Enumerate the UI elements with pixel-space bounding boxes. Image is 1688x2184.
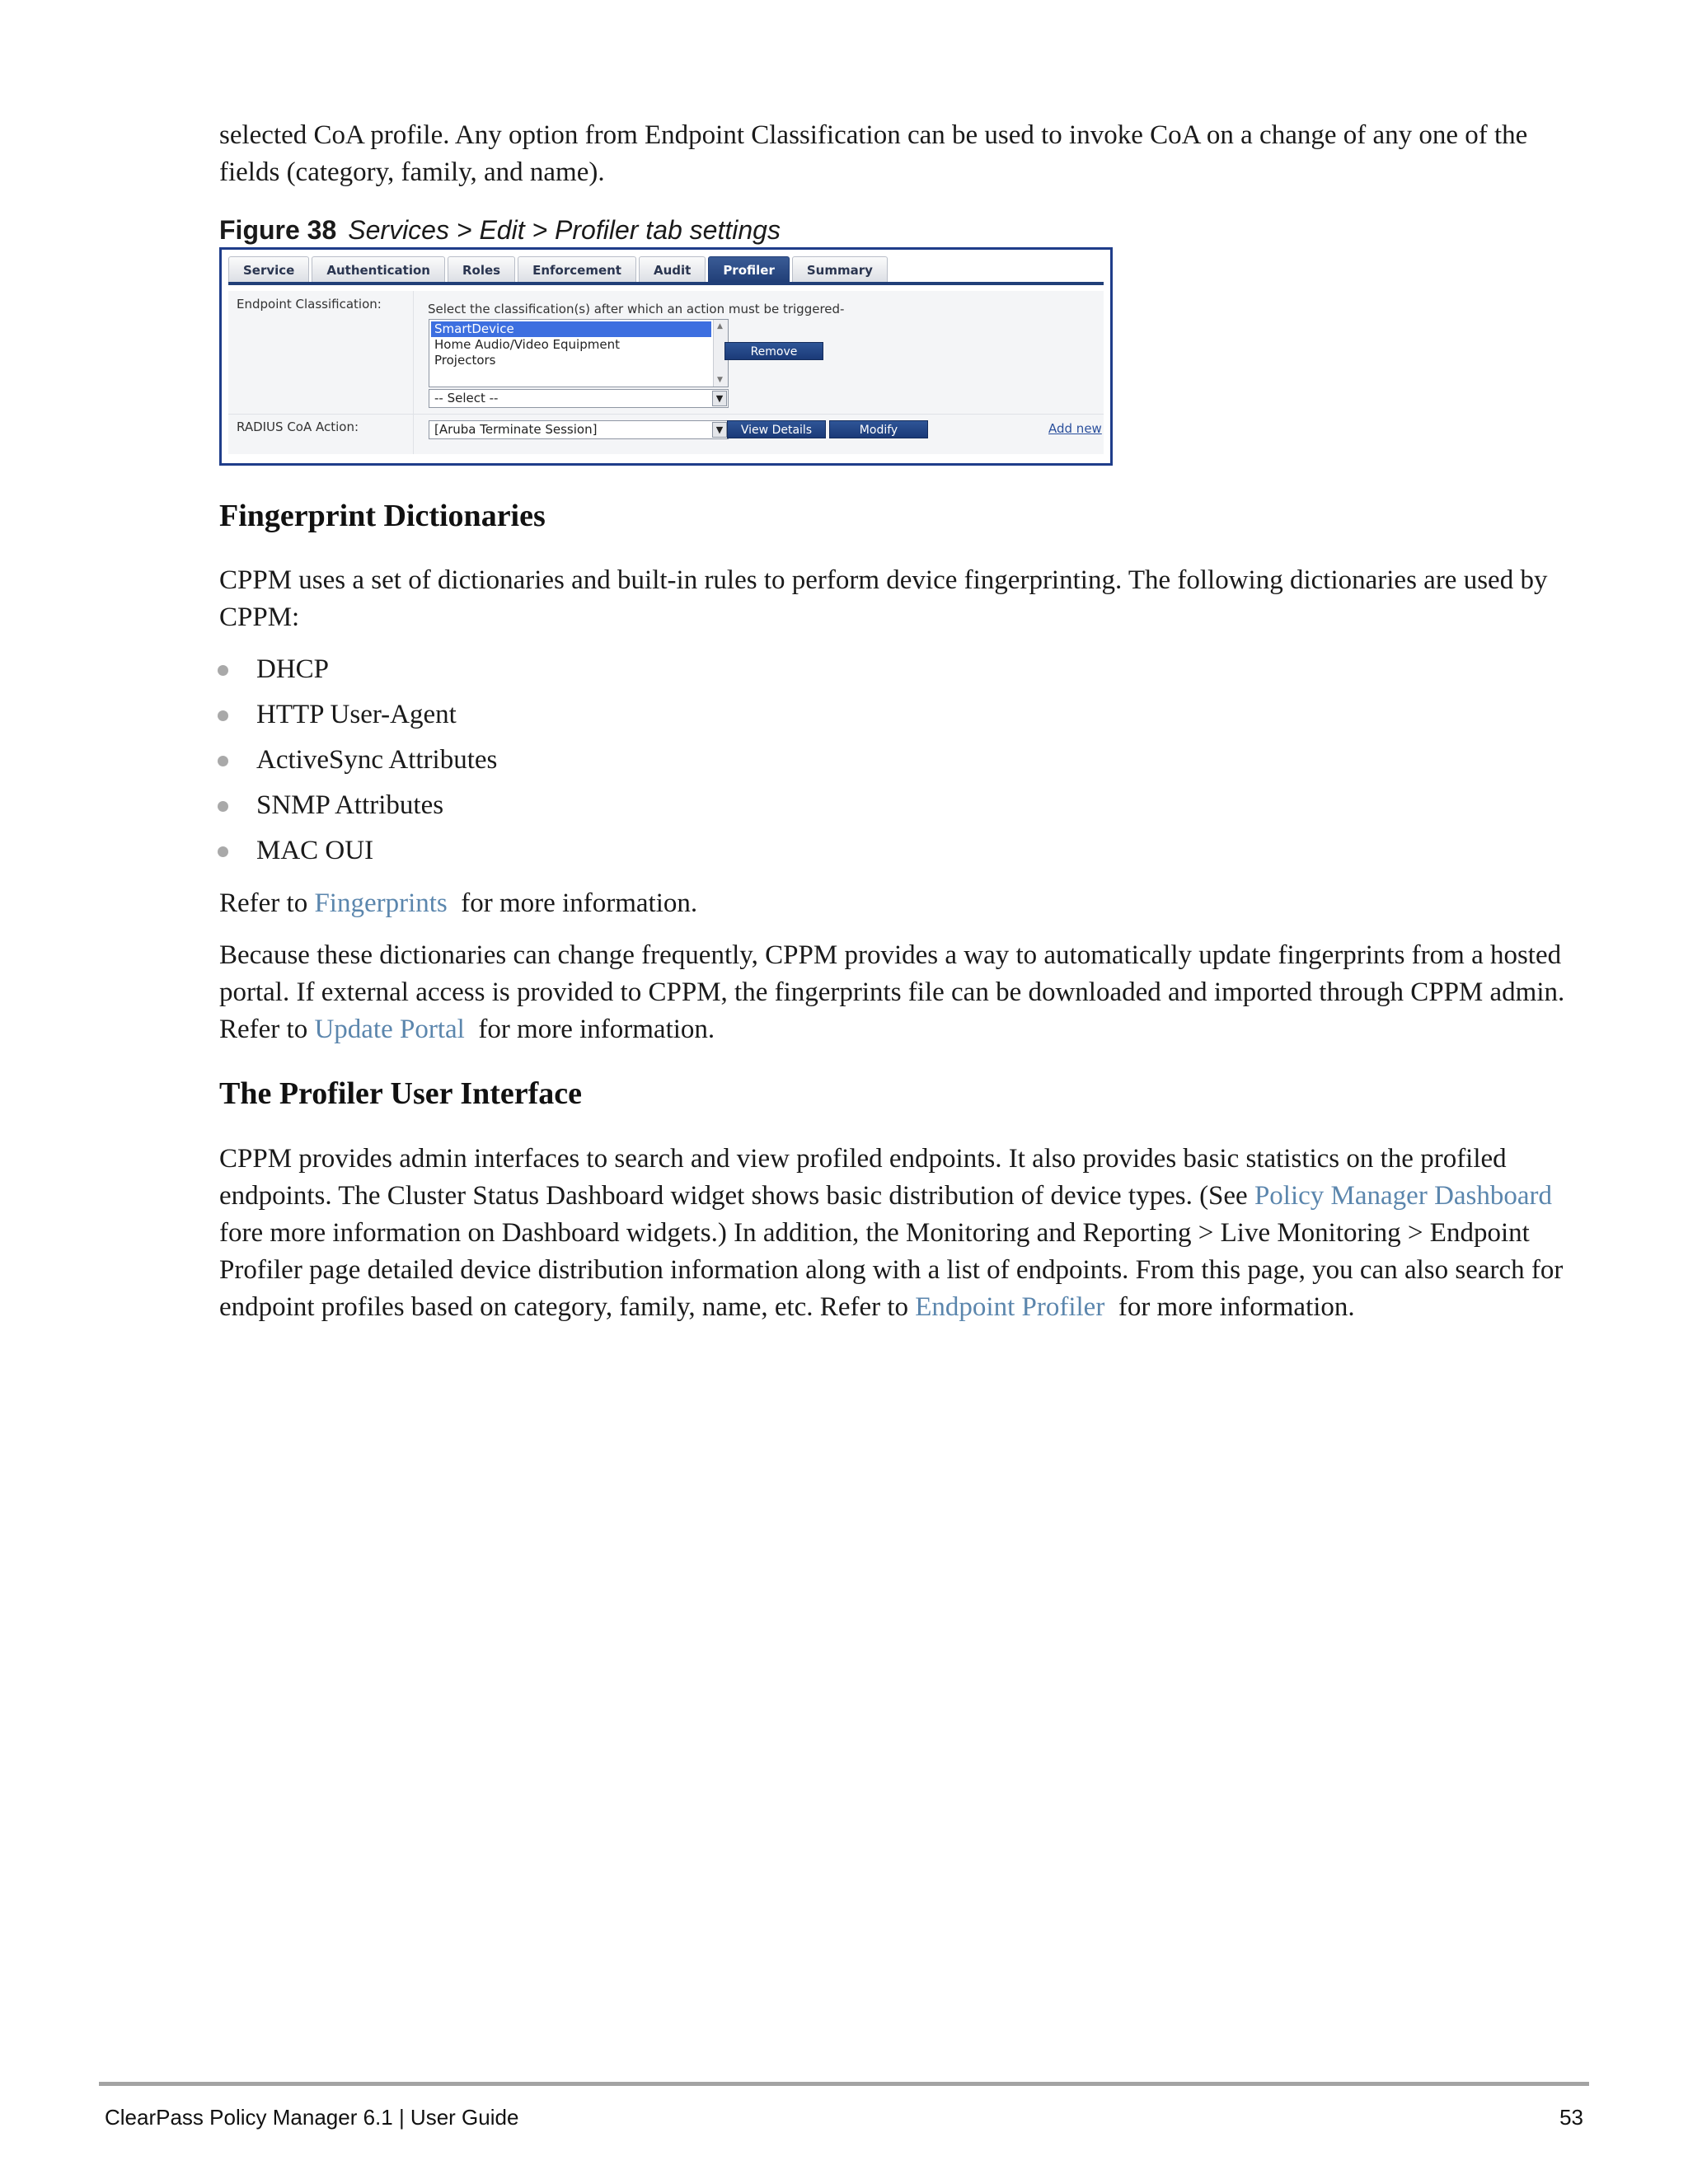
- list-item: ActiveSync Attributes: [218, 738, 1578, 783]
- dictionary-list: [218, 647, 1578, 874]
- update-portal-section: [219, 937, 1579, 1062]
- classification-listbox[interactable]: [429, 319, 729, 387]
- dropdown-arrow-icon[interactable]: ▼: [712, 422, 727, 438]
- fingerprint-body: [219, 562, 1579, 650]
- radius-coa-action-select[interactable]: [429, 420, 729, 439]
- tab-profiler[interactable]: Profiler: [708, 256, 790, 282]
- radius-coa-action-label: RADIUS CoA Action:: [237, 419, 359, 434]
- dropdown-arrow-icon[interactable]: ▼: [712, 391, 727, 406]
- tab-roles[interactable]: Roles: [448, 256, 515, 282]
- figure-title: Services > Edit > Profiler tab settings: [348, 215, 781, 245]
- intro-paragraph: selected CoA profile. Any option from Endpoint Classification can be used to invoke CoA on a change of any one of the fields (category, family, and name).: [219, 120, 1528, 187]
- classification-hint: Select the classification(s) after which an action must be triggered-: [428, 302, 845, 316]
- intro-section: [219, 117, 1579, 205]
- update-portal-paragraph: Because these dictionaries can change frequently, CPPM provides a way to automatically update fingerprints from a hosted portal. If external access is provided to CPPM, the fingerprints file can be downloaded and imported through CPPM admin. Refer to Update Portal for more information.: [219, 940, 1565, 1044]
- list-item: MAC OUI: [218, 828, 1578, 874]
- bullet-icon: [218, 665, 228, 676]
- view-details-button[interactable]: View Details: [727, 420, 826, 438]
- tab-bar: [228, 256, 1104, 285]
- tab-authentication[interactable]: Authentication: [312, 256, 445, 282]
- profiler-ui-section: [219, 1074, 1579, 1113]
- fingerprints-link[interactable]: Fingerprints: [314, 888, 448, 918]
- column-divider: [413, 291, 414, 454]
- bullet-icon: [218, 756, 228, 766]
- footer-rule: [99, 2082, 1589, 2086]
- profiler-ui-heading: The Profiler User Interface: [219, 1076, 583, 1111]
- figure-number: Figure 38: [219, 215, 337, 245]
- classification-select-value: -- Select --: [434, 391, 499, 405]
- figure-caption: [219, 211, 1579, 251]
- bullet-icon: [218, 710, 228, 721]
- tab-audit[interactable]: Audit: [639, 256, 706, 282]
- endpoint-classification-label: Endpoint Classification:: [237, 297, 382, 312]
- profiler-ui-body: [219, 1141, 1579, 1340]
- list-item: HTTP User-Agent: [218, 692, 1578, 738]
- modify-button[interactable]: Modify: [829, 420, 928, 438]
- fingerprint-heading: Fingerprint Dictionaries: [219, 499, 546, 533]
- tab-enforcement[interactable]: Enforcement: [518, 256, 636, 282]
- page-number: 53: [1559, 2105, 1583, 2130]
- refer-fingerprints: [219, 885, 1579, 936]
- list-item-projectors[interactable]: Projectors: [434, 353, 496, 368]
- radius-coa-action-value: [Aruba Terminate Session]: [434, 422, 598, 437]
- profiler-ui-paragraph: CPPM provides admin interfaces to search and view profiled endpoints. It also provides basic statistics on the profiled endpoints. The Cluster Status Dashboard widget shows basic distribution of device types. (See Policy Manager Dashboard fore more information on Dashboard widgets.) In addition, the Monitoring and Reporting > Live Monitoring > Endpoint Profiler page detailed device distribution information along with a list of endpoints. From this page, you can also search for endpoint profiles based on category, family, name, etc. Refer to Endpoint Profiler for more information.: [219, 1144, 1570, 1322]
- policy-manager-dashboard-link[interactable]: Policy Manager Dashboard: [1254, 1181, 1553, 1211]
- tab-service[interactable]: Service: [228, 256, 309, 282]
- classification-select[interactable]: [429, 389, 729, 408]
- fingerprint-paragraph: CPPM uses a set of dictionaries and built-in rules to perform device fingerprinting. The following dictionaries are used by CPPM:: [219, 565, 1548, 632]
- scroll-up-icon[interactable]: ▲: [717, 322, 723, 330]
- remove-button[interactable]: Remove: [724, 342, 823, 360]
- refer-fingerprints-paragraph: Refer to Fingerprints for more information.: [219, 888, 698, 918]
- update-portal-link[interactable]: Update Portal: [314, 1015, 465, 1044]
- endpoint-profiler-link[interactable]: Endpoint Profiler: [915, 1292, 1105, 1322]
- list-item-smartdevice[interactable]: SmartDevice: [431, 321, 711, 337]
- bullet-icon: [218, 801, 228, 812]
- list-item: DHCP: [218, 647, 1578, 692]
- profiler-settings-screenshot: [219, 247, 1113, 466]
- list-item-home-audio-video[interactable]: Home Audio/Video Equipment: [434, 337, 620, 352]
- scroll-down-icon[interactable]: ▼: [717, 376, 723, 384]
- tab-summary[interactable]: Summary: [792, 256, 888, 282]
- fingerprint-section: [219, 496, 1579, 536]
- bullet-icon: [218, 846, 228, 857]
- list-item: SNMP Attributes: [218, 783, 1578, 828]
- footer-title: ClearPass Policy Manager 6.1 | User Guide: [105, 2105, 519, 2130]
- add-new-link[interactable]: Add new: [1048, 421, 1102, 436]
